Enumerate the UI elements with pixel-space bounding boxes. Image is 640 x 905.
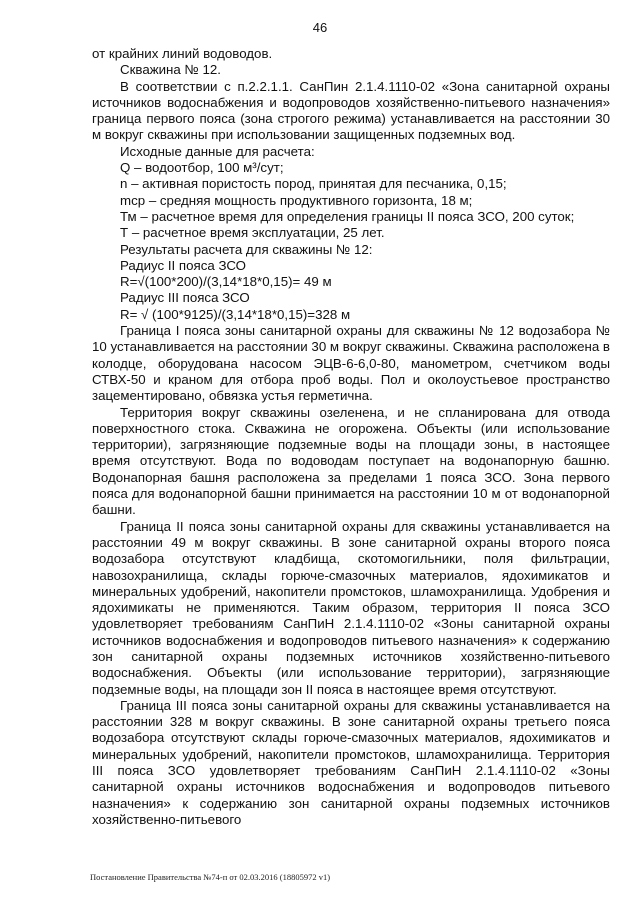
radius-ii-label: Радиус II пояса ЗСО (120, 257, 247, 273)
paragraph-belt-iii: Граница III пояса зоны санитарной охраны для скважины устанавливается на расстоянии 328 м вокруг скважины. В зоне санитарной охраны третьего пояса водозабора отсутствуют склады горюче-смазочных материалов, ядохимикатов и минеральных удобрений, накопители промстоков, шламохранилища. Территория III пояса ЗСО удовлетворяет требованиям СанПиН 2.1.4.1110-02 «Зоны санитарной охраны источников водоснабжения и водопроводов питьевого назначения» к содержанию зон санитарной охраны подземных источников хозяйственно-питьевого (92, 697, 610, 827)
document-body (92, 46, 610, 828)
paragraph-continuation: от крайних линий водоводов. (92, 46, 273, 61)
paragraph-belt-ii: Граница II пояса зоны санитарной охраны для скважины устанавливается на расстоянии 49 м вокруг скважины. В зоне санитарной охраны второго пояса водозабора отсутствуют кладбища, скотомогильники, поля фильтрации, навозохранилища, склады горюче-смазочных материалов, ядохимикатов и минеральных удобрений, накопители промстоков, шламохранилища. Удобрения и ядохимикаты не применяются. Таким образом, территория II пояса ЗСО удовлетворяет требованиям СанПиН 2.1.4.1110-02 «Зоны санитарной охраны источников водоснабжения и водопроводов питьевого назначения» к содержанию зон санитарной охраны подземных источников хозяйственно-питьевого водоснабжения. Объекты (или использование территории), загрязняющие подземные воды, на площади зон II пояса в настоящее время отсутствуют. (92, 518, 610, 697)
radius-iii-label: Радиус III пояса ЗСО (120, 290, 250, 306)
input-mcp: mср – средняя мощность продуктивного горизонта, 18 м; (120, 192, 473, 208)
paragraph-sanpin-first-belt: В соответствии с п.2.2.1.1. СанПин 2.1.4.1110-02 «Зона санитарной охраны источников водоснабжения и водопроводов хозяйственно-питьевого назначения» граница первого пояса (зона строгого режима) устанавливается на расстоянии 30 м вокруг скважины при использовании защищенных подземных вод. (92, 78, 610, 143)
radius-iii-formula: R= √ (100*9125)/(3,14*18*0,15)=328 м (120, 306, 351, 322)
input-q: Q – водоотбор, 100 м³/сут; (120, 160, 284, 176)
footer-note: Постановление Правительства №74-п от 02.03.2016 (18805972 v1) (90, 872, 331, 882)
input-n: n – активная пористость пород, принятая для песчаника, 0,15; (120, 176, 507, 192)
radius-ii-formula: R=√(100*200)/(3,14*18*0,15)= 49 м (120, 274, 332, 290)
input-t: Т – расчетное время эксплуатации, 25 лет. (120, 225, 385, 241)
paragraph-territory: Территория вокруг скважины озеленена, и не спланирована для отвода поверхностного стока. Скважина не огорожена. Объекты (или использование территории), загрязняющие подземные воды на площади зоны, в настоящее время отсутствуют. Вода по водоводам поступает на водонапорную башню. Водонапорная башня расположена за пределами 1 пояса ЗСО. Зона первого пояса для водонапорной башни принимается на расстоянии 10 м от водонапорной башни. (92, 404, 610, 518)
page-number: 46 (312, 20, 328, 35)
paragraph-belt-i: Граница I пояса зоны санитарной охраны для скважины № 12 водозабора № 10 устанавливается на расстоянии 30 м вокруг скважины. Скважина расположена в колодце, оборудована насосом ЭЦВ-6-6,0-80, манометром, счетчиком воды СТВХ-50 и краном для отбора проб воды. Пол и околоустьевое пространство зацементировано, обвязка устья герметична. (92, 323, 610, 404)
input-tm: Тм – расчетное время для определения границы II пояса ЗСО, 200 суток; (120, 208, 575, 224)
results-heading: Результаты расчета для скважины № 12: (120, 241, 373, 257)
input-data-heading: Исходные данные для расчета: (120, 143, 315, 159)
well-heading: Скважина № 12. (120, 62, 221, 78)
